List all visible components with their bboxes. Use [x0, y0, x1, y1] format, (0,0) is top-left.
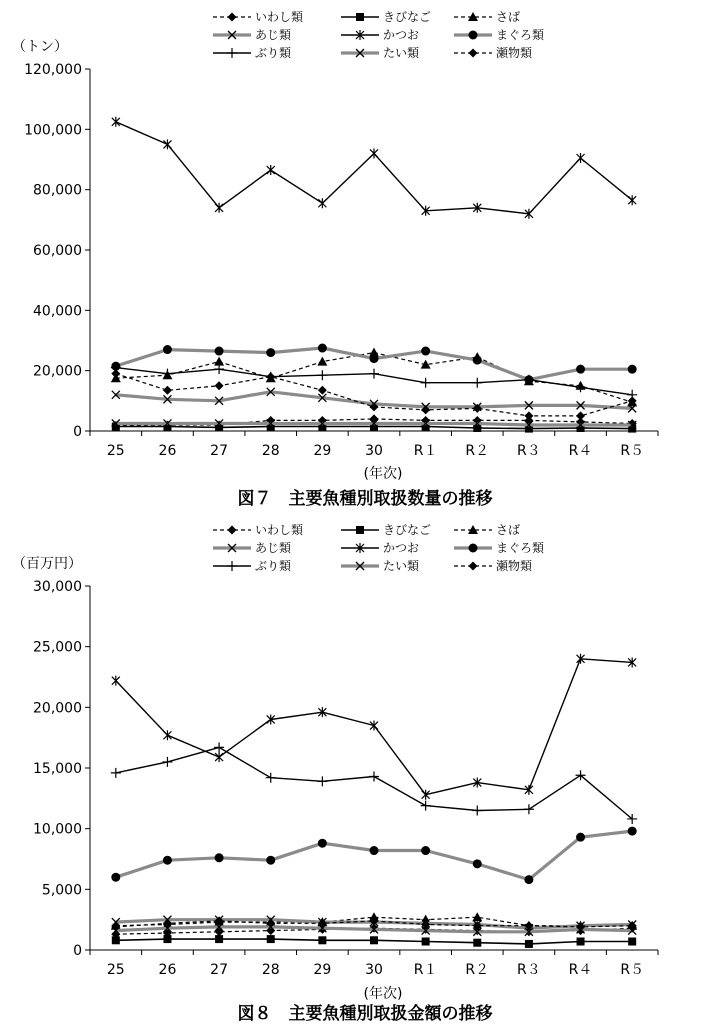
x-tick-label: R３ [517, 962, 541, 978]
data-point [266, 773, 276, 783]
x-tick-label: 25 [106, 962, 125, 978]
legend-item [213, 9, 303, 24]
data-point [215, 381, 224, 390]
legend-label: いわし類 [255, 10, 304, 24]
y-tick-label: 5,000 [41, 882, 82, 899]
x-axis-label: (年次) [363, 466, 403, 482]
legend-item [454, 45, 532, 60]
x-tick-label: 29 [313, 443, 332, 459]
legend-marker [227, 561, 237, 571]
y-axis-unit: （トン） [12, 39, 68, 55]
legend-label: ぶり類 [255, 46, 292, 60]
legend-marker [469, 49, 478, 58]
legend-label: たい類 [383, 46, 420, 60]
data-point [266, 348, 275, 357]
data-point [317, 776, 327, 786]
data-point [370, 721, 378, 731]
data-point [421, 801, 431, 811]
data-point [112, 676, 120, 686]
data-point [215, 853, 224, 862]
legend-marker [228, 526, 237, 535]
data-point [369, 369, 379, 379]
data-point [628, 365, 637, 374]
data-point [318, 839, 327, 848]
data-point [525, 940, 533, 948]
data-point [628, 938, 636, 946]
y-tick-label: 15,000 [33, 761, 82, 777]
x-tick-label: R４ [568, 443, 593, 459]
legend-marker [227, 48, 237, 58]
x-tick-label: 27 [210, 962, 229, 978]
data-point [473, 939, 481, 947]
x-tick-label: 29 [313, 962, 332, 978]
data-point [163, 345, 172, 354]
y-tick-label: 80,000 [33, 182, 82, 199]
legend-item [341, 558, 419, 573]
legend-item [454, 523, 520, 537]
data-point [421, 378, 431, 388]
x-tick-label: R１ [413, 962, 438, 978]
data-point [524, 875, 533, 884]
data-point [215, 203, 223, 213]
data-point [318, 386, 327, 395]
data-point [472, 805, 482, 815]
data-point [266, 856, 275, 865]
x-tick-label: R２ [465, 962, 490, 978]
data-point [112, 936, 120, 944]
legend-label: さば [496, 10, 521, 24]
legend-item [213, 45, 291, 60]
data-point [576, 382, 586, 392]
data-point [318, 936, 326, 944]
x-tick-label: 30 [365, 962, 383, 978]
data-point [576, 365, 585, 374]
series-2 [112, 935, 636, 948]
data-point [472, 912, 482, 921]
y-tick-label: 20,000 [33, 363, 82, 380]
data-point [317, 370, 327, 380]
x-tick-label: 30 [365, 443, 383, 459]
legend-marker [356, 13, 364, 21]
legend-item [454, 558, 532, 573]
data-point [369, 771, 379, 781]
legend-item [454, 27, 544, 42]
data-point [421, 347, 430, 356]
data-point [318, 198, 326, 208]
x-tick-label: R１ [413, 443, 438, 459]
data-point [111, 873, 120, 882]
series-7 [111, 363, 637, 400]
data-point [163, 386, 172, 395]
legend-label: まぐろ類 [496, 28, 545, 42]
legend-item [213, 540, 291, 555]
data-point [473, 356, 482, 365]
data-point [577, 153, 585, 163]
data-point [163, 730, 171, 740]
y-tick-label: 120,000 [24, 62, 82, 78]
legend-marker [469, 31, 478, 40]
legend-marker [469, 562, 478, 571]
series-line [116, 747, 632, 819]
data-point [318, 344, 327, 353]
legend-label: たい類 [383, 559, 420, 573]
legend-label: かつお [383, 541, 420, 555]
data-point [214, 742, 224, 752]
legend-item [341, 10, 431, 24]
y-tick-label: 100,000 [24, 122, 82, 139]
quantity-chart [0, 0, 707, 512]
y-tick-label: 20,000 [33, 700, 82, 717]
figure-8 [0, 512, 707, 1024]
y-tick-label: 30,000 [33, 579, 82, 595]
legend-label: さば [496, 523, 521, 537]
data-point [112, 117, 120, 127]
data-point [473, 859, 482, 868]
data-point [473, 424, 481, 432]
data-point [215, 347, 224, 356]
legend-item [213, 27, 291, 42]
data-point [524, 804, 534, 814]
data-point [163, 935, 171, 943]
y-tick-label: 60,000 [33, 243, 82, 259]
y-tick-label: 0 [73, 424, 82, 440]
legend-item [454, 540, 544, 555]
legend-label: いわし類 [255, 523, 304, 537]
y-tick-label: 40,000 [33, 303, 82, 320]
x-tick-label: 26 [158, 443, 177, 459]
legend-item [341, 28, 419, 42]
legend-label: 瀬物類 [496, 46, 533, 60]
legend-marker [356, 526, 364, 534]
legend-marker [469, 544, 478, 553]
data-point [163, 139, 171, 149]
data-point [215, 935, 223, 943]
data-point [577, 938, 585, 946]
chart-title: 図８ 主要魚種別取扱金額の推移 [237, 1004, 493, 1024]
x-axis-label: (年次) [363, 986, 403, 1002]
x-tick-label: 27 [210, 443, 229, 459]
y-tick-label: 0 [73, 943, 82, 959]
figure-7 [0, 0, 707, 512]
y-tick-label: 10,000 [33, 821, 82, 838]
x-tick-label: R５ [620, 962, 645, 978]
data-point [163, 856, 172, 865]
legend-label: きびなご [383, 10, 432, 24]
legend-item [341, 523, 431, 537]
x-tick-label: R４ [568, 962, 593, 978]
x-tick-label: 28 [261, 443, 280, 459]
data-point [576, 411, 585, 420]
data-point [628, 827, 637, 836]
series-5 [112, 117, 636, 219]
data-point [421, 846, 430, 855]
series-6 [111, 827, 636, 885]
data-point [215, 752, 223, 762]
legend-item [454, 10, 520, 24]
legend-item [341, 45, 419, 60]
data-point [524, 411, 533, 420]
data-point [422, 938, 430, 946]
series-line [116, 831, 632, 880]
legend-item [213, 522, 303, 537]
legend-label: あじ類 [255, 541, 292, 555]
amount-chart [0, 512, 707, 1024]
data-point [111, 768, 121, 778]
data-point [370, 148, 378, 158]
x-tick-label: R３ [517, 443, 541, 459]
data-point [472, 378, 482, 388]
legend-item [341, 541, 419, 555]
y-tick-label: 25,000 [33, 639, 82, 656]
legend-label: かつお [383, 28, 420, 42]
x-tick-label: 26 [158, 962, 177, 978]
legend-label: まぐろ類 [496, 541, 545, 555]
legend-label: 瀬物類 [496, 559, 533, 573]
x-tick-label: R５ [620, 443, 645, 459]
x-tick-label: 28 [261, 962, 280, 978]
data-point [370, 354, 379, 363]
data-point [267, 165, 275, 175]
x-tick-label: R２ [465, 443, 490, 459]
legend-label: あじ類 [255, 28, 292, 42]
y-axis-unit: （百万円） [12, 556, 82, 572]
data-point [214, 364, 224, 374]
data-point [162, 757, 172, 767]
legend-label: ぶり類 [255, 559, 292, 573]
chart-title: 図７ 主要魚種別取扱数量の推移 [237, 489, 493, 509]
legend-label: きびなご [383, 523, 432, 537]
legend-marker [228, 13, 237, 22]
data-point [370, 936, 378, 944]
data-point [628, 195, 636, 205]
series-line [116, 122, 632, 214]
legend-item [213, 558, 291, 573]
x-tick-label: 25 [106, 443, 125, 459]
data-point [318, 919, 327, 928]
data-point [215, 927, 224, 936]
data-point [111, 369, 120, 378]
series-7 [111, 742, 637, 824]
data-point [267, 935, 275, 943]
data-point [576, 833, 585, 842]
data-point [370, 846, 379, 855]
